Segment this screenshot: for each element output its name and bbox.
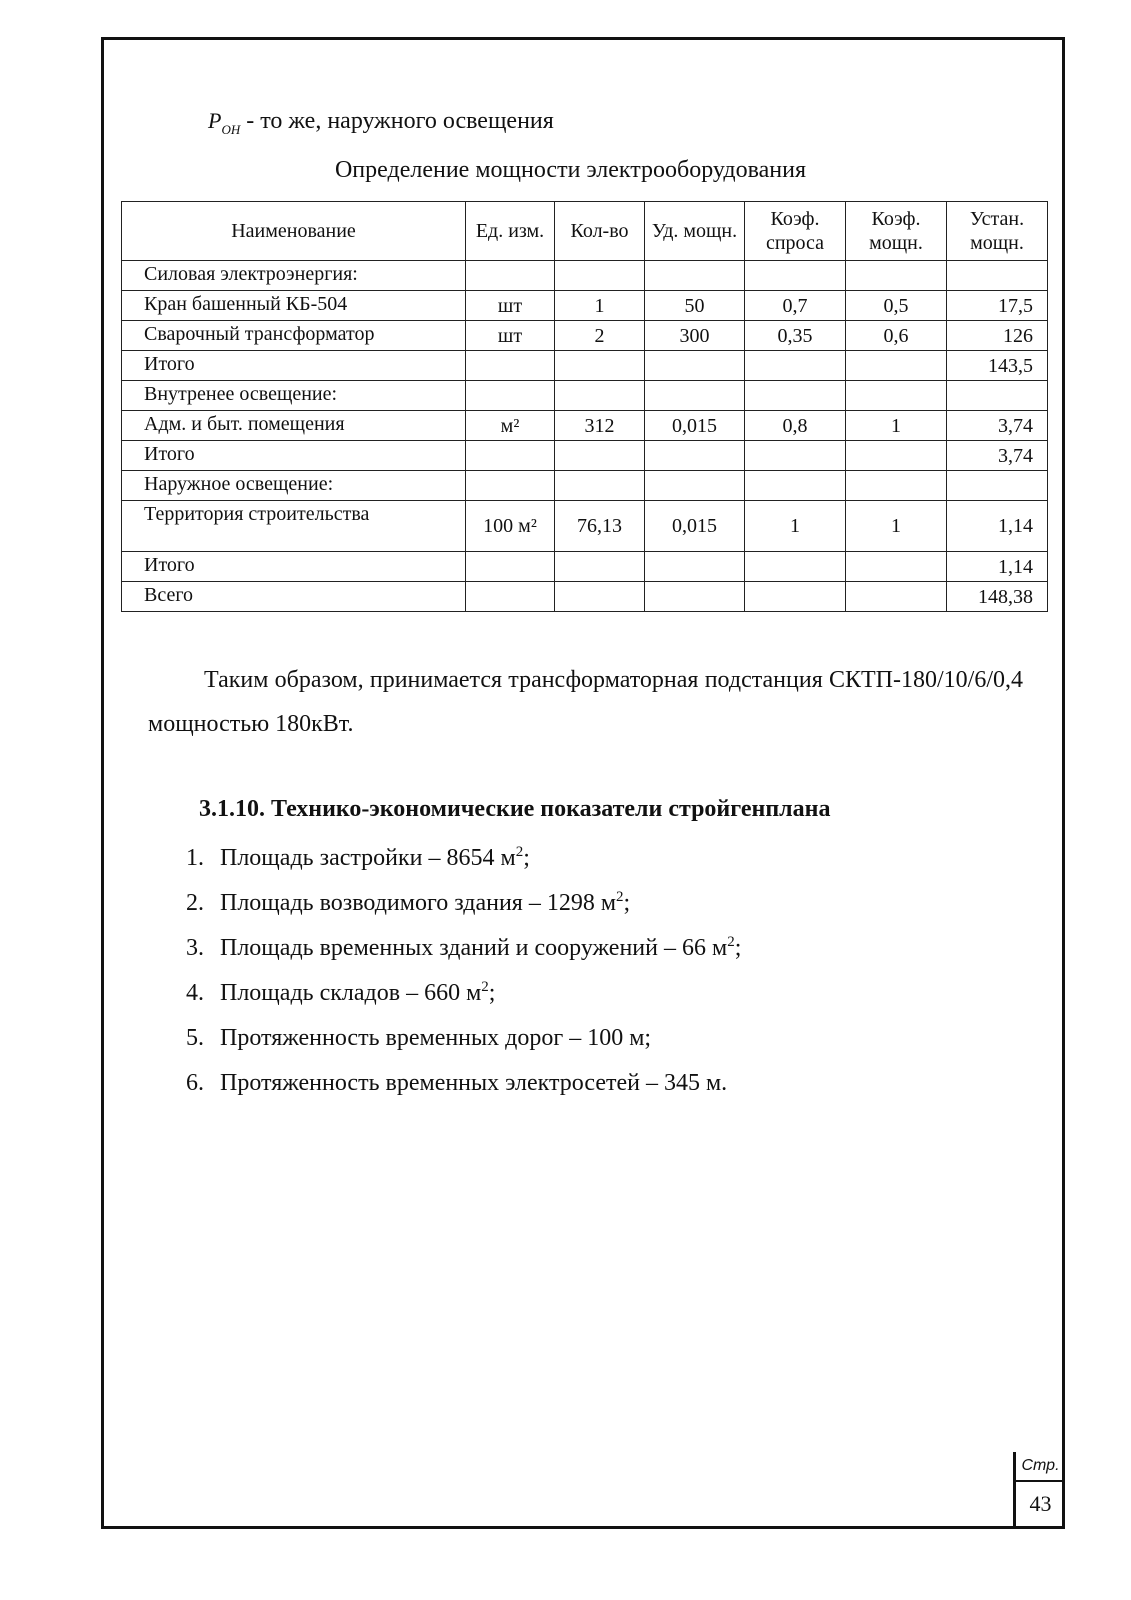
table-cell bbox=[555, 261, 645, 291]
row-name-cell: Итого bbox=[122, 351, 466, 381]
table-cell: 100 м² bbox=[466, 501, 555, 552]
table-cell: 300 bbox=[645, 321, 745, 351]
table-cell bbox=[645, 552, 745, 582]
table-row bbox=[122, 552, 1048, 582]
stamp-label: Стр. bbox=[1016, 1452, 1065, 1482]
row-name-cell: Силовая электроэнергия: bbox=[122, 261, 466, 291]
table-cell: шт bbox=[466, 321, 555, 351]
table-cell bbox=[645, 261, 745, 291]
table-cell bbox=[745, 381, 846, 411]
table-cell: 148,38 bbox=[947, 582, 1048, 612]
row-name-cell: Внутренее освещение: bbox=[122, 381, 466, 411]
table-cell bbox=[745, 552, 846, 582]
header-qty: Кол-во bbox=[555, 202, 645, 261]
header-unit: Ед. изм. bbox=[466, 202, 555, 261]
list-item-superscript: 2 bbox=[616, 889, 624, 905]
pon-symbol: P bbox=[208, 108, 222, 133]
header-specific-power: Уд. мощн. bbox=[645, 202, 745, 261]
table-cell: м² bbox=[466, 411, 555, 441]
table-cell bbox=[555, 381, 645, 411]
table-cell bbox=[466, 261, 555, 291]
row-name-cell: Итого bbox=[122, 441, 466, 471]
list-item-tail: ; bbox=[623, 890, 631, 916]
table-cell: 0,015 bbox=[645, 501, 745, 552]
list-item-number: 3. bbox=[186, 935, 204, 961]
table-row bbox=[122, 291, 1048, 321]
table-row bbox=[122, 261, 1048, 291]
header-installed-power: Устан. мощн. bbox=[947, 202, 1048, 261]
table-cell bbox=[846, 351, 947, 381]
table-cell bbox=[555, 351, 645, 381]
table-cell bbox=[555, 552, 645, 582]
table-cell bbox=[947, 471, 1048, 501]
table-row bbox=[122, 411, 1048, 441]
indicators-list bbox=[186, 838, 741, 1108]
list-item-text: Площадь складов – 660 м bbox=[220, 980, 482, 1006]
table-cell: 1 bbox=[745, 501, 846, 552]
table-cell: 76,13 bbox=[555, 501, 645, 552]
table-cell bbox=[645, 381, 745, 411]
list-item-text: Площадь застройки – 8654 м bbox=[220, 845, 516, 871]
table-cell bbox=[846, 441, 947, 471]
row-name-cell: Адм. и быт. помещения bbox=[122, 411, 466, 441]
table-cell bbox=[466, 381, 555, 411]
table-cell: 0,35 bbox=[745, 321, 846, 351]
table-cell: 1 bbox=[846, 411, 947, 441]
list-item bbox=[186, 973, 741, 1018]
list-item-number: 2. bbox=[186, 890, 204, 916]
table-cell bbox=[846, 471, 947, 501]
list-item-superscript: 2 bbox=[515, 844, 524, 860]
page-number: 43 bbox=[1029, 1491, 1052, 1516]
pon-definition bbox=[208, 108, 554, 135]
list-item-number: 4. bbox=[186, 980, 204, 1006]
table-cell bbox=[745, 441, 846, 471]
table-cell: 50 bbox=[645, 291, 745, 321]
table-cell: 0,8 bbox=[745, 411, 846, 441]
table-cell bbox=[466, 471, 555, 501]
table-cell: 0,5 bbox=[846, 291, 947, 321]
table-cell: 143,5 bbox=[947, 351, 1048, 381]
row-name-cell: Итого bbox=[122, 552, 466, 582]
list-item-text: Протяженность временных дорог – 100 м; bbox=[220, 1025, 652, 1051]
table-row bbox=[122, 351, 1048, 381]
table-cell bbox=[645, 351, 745, 381]
table-cell: шт bbox=[466, 291, 555, 321]
table-title: Определение мощности электрооборудования bbox=[334, 157, 807, 183]
list-item bbox=[186, 928, 741, 973]
table-cell bbox=[745, 582, 846, 612]
table-cell: 0,7 bbox=[745, 291, 846, 321]
table-row bbox=[122, 471, 1048, 501]
table-cell bbox=[466, 351, 555, 381]
list-item bbox=[186, 1063, 741, 1108]
list-item-tail: ; bbox=[523, 845, 530, 871]
list-item-superscript: 2 bbox=[727, 934, 735, 950]
table-cell bbox=[555, 582, 645, 612]
row-name-cell: Кран башенный КБ-504 bbox=[122, 291, 466, 321]
list-item bbox=[186, 1018, 741, 1063]
list-item-number: 5. bbox=[186, 1025, 204, 1051]
table-cell: 312 bbox=[555, 411, 645, 441]
row-name-cell: Территория строительства bbox=[122, 501, 466, 552]
header-power-factor: Коэф. мощн. bbox=[846, 202, 947, 261]
list-item bbox=[186, 883, 741, 928]
page-stamp bbox=[1013, 1452, 1065, 1529]
list-item-tail: ; bbox=[488, 980, 496, 1006]
list-item bbox=[186, 838, 741, 883]
table-cell bbox=[645, 582, 745, 612]
header-name: Наименование bbox=[122, 202, 466, 261]
table-cell bbox=[745, 261, 846, 291]
power-table bbox=[121, 201, 1048, 612]
table-cell bbox=[947, 381, 1048, 411]
table-cell bbox=[846, 261, 947, 291]
table-header-row bbox=[122, 202, 1048, 261]
list-item-superscript: 2 bbox=[481, 979, 489, 995]
table-cell bbox=[745, 351, 846, 381]
row-name-cell: Наружное освещение: bbox=[122, 471, 466, 501]
table-row bbox=[122, 582, 1048, 612]
table-cell: 1,14 bbox=[947, 552, 1048, 582]
list-item-text: Площадь возводимого здания – 1298 м bbox=[220, 890, 617, 916]
row-name-cell: Всего bbox=[122, 582, 466, 612]
table-cell: 1 bbox=[846, 501, 947, 552]
list-item-text: Протяженность временных электросетей – 345 м. bbox=[220, 1070, 728, 1096]
table-cell bbox=[645, 471, 745, 501]
table-cell bbox=[645, 441, 745, 471]
table-cell bbox=[846, 381, 947, 411]
list-item-number: 6. bbox=[186, 1070, 204, 1096]
pon-subscript: ОН bbox=[221, 122, 241, 137]
list-item-tail: ; bbox=[734, 935, 742, 961]
table-cell: 3,74 bbox=[947, 411, 1048, 441]
table-cell: 0,015 bbox=[645, 411, 745, 441]
table-row bbox=[122, 501, 1048, 552]
table-cell: 1,14 bbox=[947, 501, 1048, 552]
table-cell: 3,74 bbox=[947, 441, 1048, 471]
table-row bbox=[122, 321, 1048, 351]
table-cell bbox=[466, 582, 555, 612]
table-cell: 126 bbox=[947, 321, 1048, 351]
pon-text: - то же, наружного освещения bbox=[240, 108, 554, 134]
table-cell bbox=[947, 261, 1048, 291]
table-cell bbox=[555, 441, 645, 471]
table-cell bbox=[466, 552, 555, 582]
table-cell bbox=[846, 552, 947, 582]
table-cell bbox=[555, 471, 645, 501]
list-item-number: 1. bbox=[186, 845, 204, 871]
table-cell: 2 bbox=[555, 321, 645, 351]
table-cell: 1 bbox=[555, 291, 645, 321]
table-cell bbox=[846, 582, 947, 612]
header-demand-factor: Коэф. спроса bbox=[745, 202, 846, 261]
section-heading: 3.1.10. Технико-экономические показатели стройгенплана bbox=[199, 796, 831, 822]
table-row bbox=[122, 441, 1048, 471]
table-cell: 0,6 bbox=[846, 321, 947, 351]
table-row bbox=[122, 381, 1048, 411]
table-cell bbox=[466, 441, 555, 471]
row-name-cell: Сварочный трансформатор bbox=[122, 321, 466, 351]
table-cell: 17,5 bbox=[947, 291, 1048, 321]
table-cell bbox=[745, 471, 846, 501]
list-item-text: Площадь временных зданий и сооружений – 66 м bbox=[220, 935, 728, 961]
conclusion-paragraph: Таким образом, принимается трансформаторная подстанция СКТП-180/10/6/0,4 мощностью 180кВт. bbox=[148, 667, 1023, 737]
